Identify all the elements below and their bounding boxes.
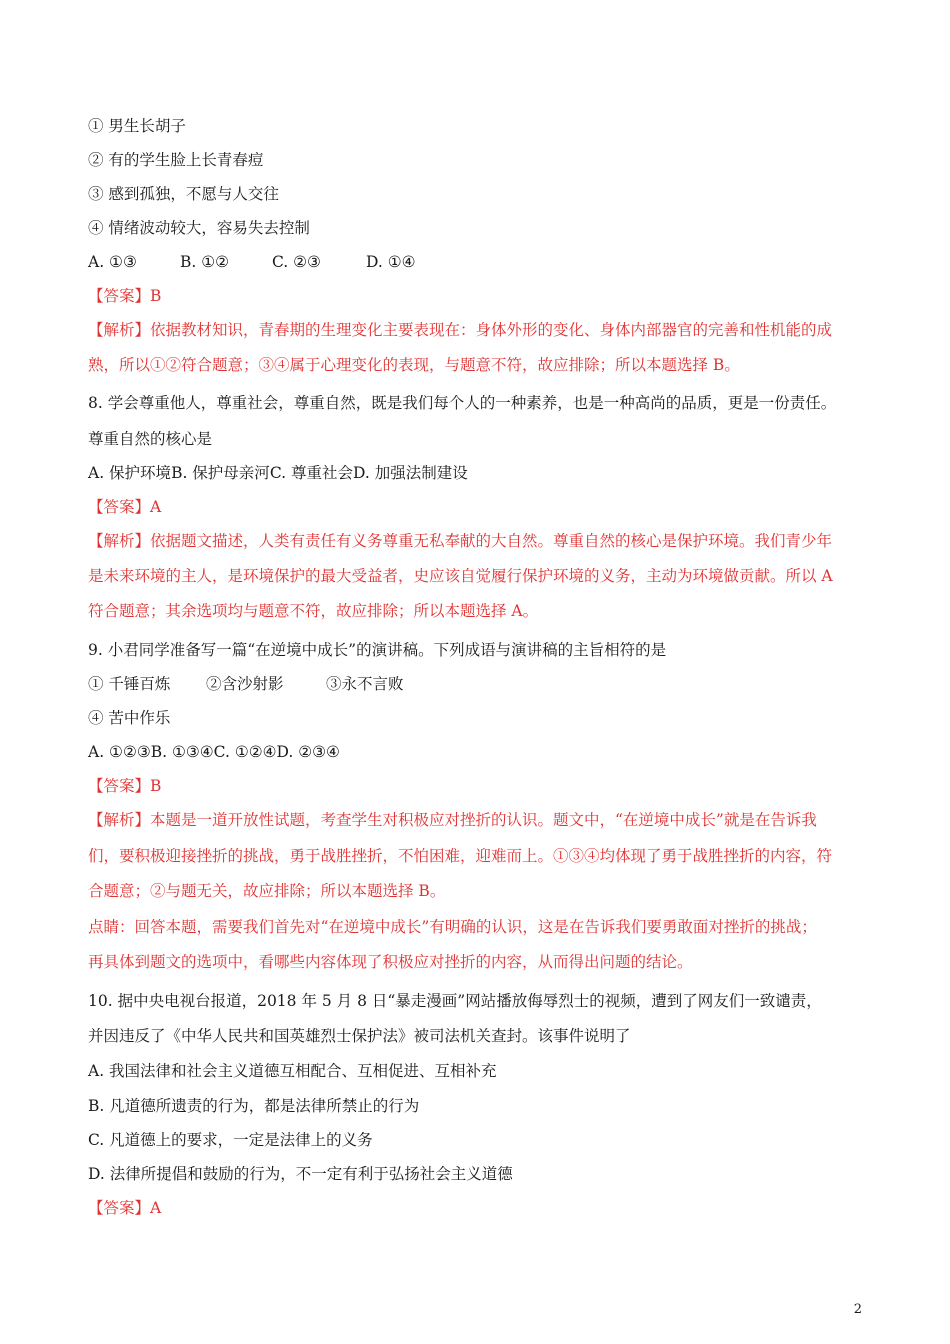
q8-option-b: B. 保护母亲河 [171, 464, 270, 482]
q8-options [88, 463, 468, 483]
q9-answer: 【答案】B [88, 777, 162, 795]
q9-option-b: B. ①③④ [150, 743, 214, 761]
q9-option-d: D. ②③④ [276, 743, 340, 761]
q7-item-4: ④ 情绪波动较大，容易失去控制 [88, 219, 310, 237]
q9-analysis-line-3: 合题意；②与题无关，故应排除；所以本题选择 B。 [88, 882, 446, 900]
q9-item-2: ②含沙射影 [206, 675, 284, 693]
q7-analysis-line-1: 【解析】依据教材知识，青春期的生理变化主要表现在：身体外形的变化、身体内部器官的完善和性机能的成 [88, 321, 833, 339]
q7-options [88, 252, 416, 272]
q9-option-a: A. ①②③ [88, 743, 151, 761]
q8-option-a: A. 保护环境 [88, 464, 172, 482]
page-number: 2 [853, 1302, 862, 1317]
q10-option-b: B. 凡道德所遗责的行为，都是法律所禁止的行为 [88, 1097, 420, 1115]
q8-option-c: C. 尊重社会 [269, 464, 353, 482]
q9-items-row [88, 674, 404, 694]
q7-answer: 【答案】B [88, 287, 162, 305]
q7-option-b: B. ①② [180, 253, 230, 271]
q7-item-2: ② 有的学生脸上长青春痘 [88, 151, 264, 169]
q7-option-a: A. ①③ [88, 253, 137, 271]
q10-option-d: D. 法律所提倡和鼓励的行为，不一定有利于弘扬社会主义道德 [88, 1165, 513, 1183]
q10-stem-line-2: 并因违反了《中华人民共和国英雄烈士保护法》被司法机关查封。该事件说明了 [88, 1027, 631, 1045]
q9-tip-line-2: 再具体到题文的选项中，看哪些内容体现了积极应对挫折的内容，从而得出问题的结论。 [88, 953, 693, 971]
q9-item-1: ① 千锤百炼 [88, 675, 171, 693]
q8-analysis-line-1: 【解析】依据题文描述，人类有责任有义务尊重无私奉献的大自然。尊重自然的核心是保护环境。我们青少年 [88, 532, 833, 550]
q8-option-d: D. 加强法制建设 [352, 464, 468, 482]
q9-option-c: C. ①②④ [213, 743, 277, 761]
q7-option-d: D. ①④ [366, 253, 416, 271]
q7-item-3: ③ 感到孤独，不愿与人交往 [88, 185, 279, 203]
q7-item-1: ① 男生长胡子 [88, 117, 186, 135]
q8-answer: 【答案】A [88, 498, 162, 516]
q9-item-4: ④ 苦中作乐 [88, 709, 171, 727]
q9-stem: 9. 小君同学准备写一篇“在逆境中成长”的演讲稿。下列成语与演讲稿的主旨相符的是 [88, 641, 667, 659]
q8-analysis-line-3: 符合题意；其余选项均与题意不符，故应排除；所以本题选择 A。 [88, 602, 539, 620]
q10-option-c: C. 凡道德上的要求，一定是法律上的义务 [88, 1131, 373, 1149]
q9-item-3: ③永不言败 [326, 675, 404, 693]
q9-analysis-line-2: 们，要积极迎接挫折的挑战，勇于战胜挫折，不怕困难，迎难而上。①③④均体现了勇于战胜挫折的内容，符 [88, 847, 833, 865]
q8-stem-line-2: 尊重自然的核心是 [88, 430, 213, 448]
q10-stem-line-1: 10. 据中央电视台报道，2018 年 5 月 8 日“暴走漫画”网站播放侮辱烈士的视频，遭到了网友们一致谴责， [88, 992, 822, 1010]
q10-option-a: A. 我国法律和社会主义道德互相配合、互相促进、互相补充 [88, 1062, 497, 1080]
q7-option-c: C. ②③ [272, 253, 321, 271]
q8-analysis-line-2: 是未来环境的主人，是环境保护的最大受益者，史应该自觉履行保护环境的义务，主动为环境做贡献。所以 A [88, 567, 833, 585]
q9-tip-line-1: 点睛：回答本题，需要我们首先对“在逆境中成长”有明确的认识，这是在告诉我们要勇敢面对挫折的挑战； [88, 918, 817, 936]
q9-options [88, 742, 340, 762]
q9-analysis-line-1: 【解析】本题是一道开放性试题，考查学生对积极应对挫折的认识。题文中，“在逆境中成长”就是在告诉我 [88, 811, 817, 829]
q7-analysis-line-2: 熟，所以①②符合题意；③④属于心理变化的表现，与题意不符，故应排除；所以本题选择 B。 [88, 356, 740, 374]
q10-answer: 【答案】A [88, 1199, 162, 1217]
q8-stem-line-1: 8. 学会尊重他人，尊重社会，尊重自然，既是我们每个人的一种素养，也是一种高尚的品质，更是一份责任。 [88, 394, 837, 412]
